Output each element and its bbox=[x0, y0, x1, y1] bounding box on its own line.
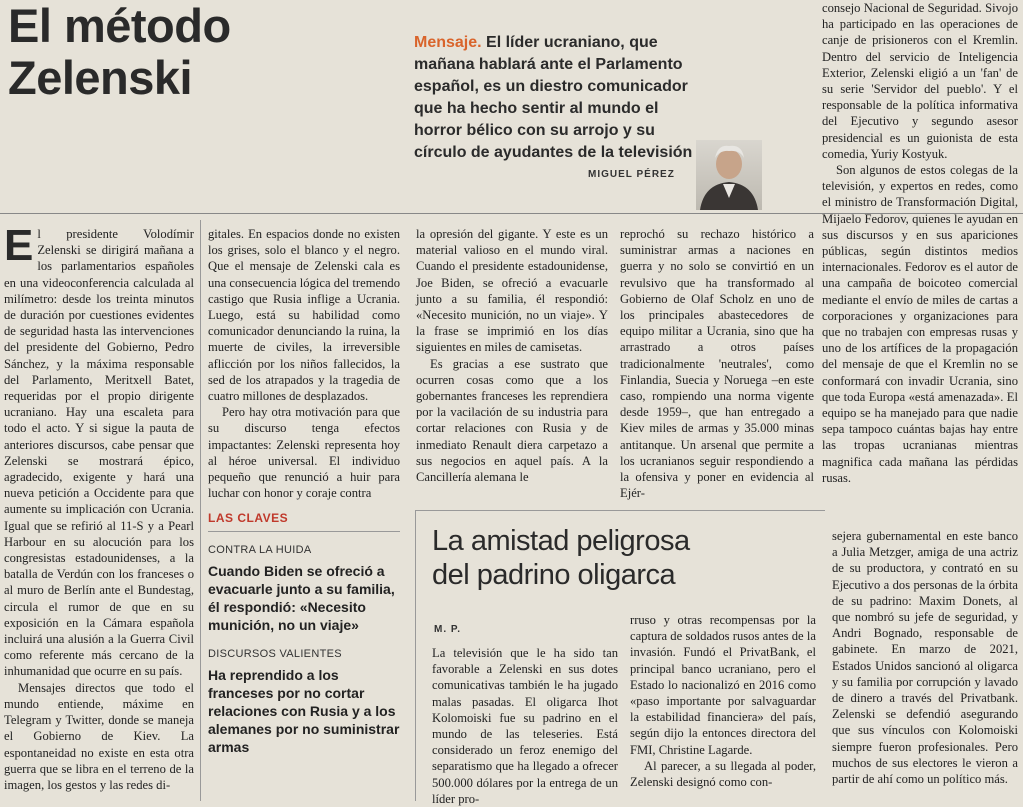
claves-box bbox=[208, 511, 400, 756]
side-col2-p1: rruso y otras recompensas por la captura de soldados rusos antes de la invasión. Fundó el PrivatBank, el principal banco ucraniano, pero el Estado lo nacionalizó en 2016 como «paso importante por salvaguardar la estabilidad financiera» del país, según dijo la entonces directora del FMI, Christine Lagarde. bbox=[630, 613, 816, 757]
side-headline-line1: La amistad peligrosa bbox=[432, 525, 690, 557]
side-box-top-rule bbox=[415, 510, 825, 511]
main-column-1 bbox=[4, 221, 194, 793]
claves-item2-text: Ha reprendido a los franceses por no cortar relaciones con Rusia y a los alemanes por no suministrar armas bbox=[208, 667, 400, 755]
side-byline: M. P. bbox=[434, 624, 462, 635]
side-col2-p2: Al parecer, a su llegada al poder, Zelenski designó como con- bbox=[630, 758, 816, 790]
column-divider bbox=[200, 220, 201, 801]
side-column-1 bbox=[432, 645, 618, 807]
dropcap: E bbox=[4, 221, 34, 270]
deck-kicker: Mensaje. bbox=[414, 34, 482, 51]
main-col3-p1: la opresión del gigante. Y este es un material valioso en el mundo viral. Cuando el presidente estadounidense, Joe Biden, se ofreció a evacuarle junto a su familia, él respondió: «Necesito munición, no un viaje». Y la frase se imprimió en los días siguientes en miles de camisetas. bbox=[416, 227, 608, 355]
claves-title: LAS CLAVES bbox=[208, 511, 289, 525]
headline-line1: El método bbox=[8, 0, 231, 52]
deck-text: El líder ucraniano, que mañana hablará ante el Parlamento español, es un diestro comunicador que ha hecho sentir al mundo el horror bélico con su arrojo y su círculo de ayudantes de la televisión bbox=[414, 34, 693, 161]
claves-item2-label: DISCURSOS VALIENTES bbox=[208, 648, 342, 660]
main-column-4 bbox=[620, 226, 814, 501]
author-portrait-icon bbox=[696, 140, 762, 210]
deck bbox=[414, 32, 704, 164]
side-col1-p1: La televisión que le ha sido tan favorable a Zelenski en sus dotes comunicativas también le ha jugado malas pasadas. El oligarca Ihot Kolomoiski fue su padrino en el mundo de las teleseries. Está considerado un feroz enemigo del separatismo que ha llegado a ofrecer 500.000 dólares por la entrega de un líder pro- bbox=[432, 646, 618, 806]
main-col4-p1: reprochó su rechazo histórico a suministrar armas a naciones en guerra y no solo se convirtió en un revulsivo que ha transformado al Gobierno de Olaf Scholz en uno de los principales abastecedores de equipo militar a Ucrania, sino que ha arrastrado a otros países tradicionalmente 'neutrales', como Finlandia, Suecia y Noruega –en este caso, rompiendo una norma vigente desde 1959–, que han entregado a Kiev miles de armas y 35.000 minas antitanque. Un arsenal que permite a los ucranianos seguir respondiendo a la ofensiva y poner en evidencia al Ejér- bbox=[620, 227, 814, 501]
side-column-2 bbox=[630, 612, 816, 790]
claves-item1-text: Cuando Biden se ofreció a evacuarle junto a su familia, él respondió: «Necesito munición, no un viaje» bbox=[208, 563, 395, 633]
headline-line2: Zelenski bbox=[8, 51, 193, 104]
side-box-left-rule bbox=[415, 510, 416, 801]
author-photo bbox=[696, 140, 762, 210]
side-col3-p1: sejera gubernamental en este banco a Julia Metzger, amiga de una actriz de su productora, y contrató en su Ejecutivo a dos personas de la órbita de su padrino: Maxim Donets, al que nombró su jefe de seguridad, y Andri Bognado, responsable de gabinete. En marzo de 2021, Estados Unidos sancionó al oligarca y su familia por corrupción y lavado de dinero a través del Privatbank. Zelenski se defendió asegurando que sus vínculos con Kolomoiski siempre fueron profesionales. Pero muchos de sus electores le vieron a partir de ahí como un político más. bbox=[832, 529, 1018, 787]
main-col2-p2: Pero hay otra motivación para que su discurso tenga efectos impactantes: Zelenski representa hoy al héroe universal. El individuo pequeño que renunció a huir para luchar con honor y coraje contra bbox=[208, 405, 400, 501]
claves-rule bbox=[208, 531, 400, 532]
main-column-5 bbox=[822, 0, 1018, 486]
main-col1-p2: Mensajes directos que todo el mundo entiende, máxime en Telegram y Twitter, donde se maneja el Gobierno de Kiev. La espontaneidad no existe en esta otra guerra que se libra en el terreno de la imagen, los gestos y las redes di- bbox=[4, 680, 194, 792]
side-headline-line2: del padrino oligarca bbox=[432, 559, 676, 591]
claves-item1-label: CONTRA LA HUIDA bbox=[208, 544, 312, 556]
main-col1-p1: l presidente Volodímir Zelenski se dirigirá mañana a los parlamentarios españoles en una videoconferencia calculada al milímetro: desde los treinta minutos de duración por cuestiones evidentes de seguridad hasta las intervenciones del presidente del Gobierno, Pedro Sánchez, y la máxima responsable del Parlamento, Meritxell Batet, requeridas por el propio dirigente ucraniano. Hay una escaleta para todo el acto. Y si sigue la pauta de anteriores discursos, cabe pensar que Zelenski se mostrará épico, agradecido, exigente y hará una nueva petición a Occidente para que aumente su implicación con Ucrania. Igual que se refirió al 11-S y a Pearl Harbour en su alocución para los congresistas estadounidenses, a la batalla de Verdún con los franceses o al muro de Berlín ante el Bundestag, circula el rumor de que en su exposición en la Cámara española incluirá una alusión a la Guerra Civil como referente más cercano de la inhumanidad que ocurre en su país. bbox=[4, 227, 194, 679]
headline bbox=[8, 0, 408, 104]
main-column-3 bbox=[416, 226, 608, 485]
main-column-2 bbox=[208, 226, 400, 501]
main-col5-p1: consejo Nacional de Seguridad. Sivojo ha participado en las operaciones de canje de prisioneros con el Kremlin. Dentro del servicio de Inteligencia Exterior, Zelenski eligió a un 'fan' de su serie 'Servidor del pueblo'. Y el responsable de la política informativa del Ejecutivo y segundo asesor presidencial es un guionista de esta comedia, Yuriy Kostyuk. bbox=[822, 1, 1018, 161]
side-headline bbox=[432, 524, 752, 592]
side-column-3 bbox=[832, 528, 1018, 787]
main-col2-p1: gitales. En espacios donde no existen los grises, solo el blanco y el negro. Que el mensaje de Zelenski cala es una consecuencia lógica del tremendo castigo que Rusia inflige a Ucrania. Luego, está su habilidad como comunicador denunciando la ruina, la muerte de civiles, la irreversible aflicción por los niños fallecidos, la sed de los atrapados y la tragedia de cuatro millones de desplazados. bbox=[208, 227, 400, 404]
main-col5-p2: Son algunos de estos colegas de la televisión, y expertos en redes, como el ministro de Transformación Digital, Mijaelo Fedorov, quienes le ayudan en sus discursos y en sus apariciones públicas, según distintos medios internacionales. Fedorov es el autor de una campaña de boicoteo comercial mediante el envío de miles de cartas a corporaciones y organizaciones para que no trabajen con empresas rusas y uno de los artífices de la propagación del mensaje de que el Kremlin no se conformará con invadir Ucrania, sino que toda Europa «está amenazada». El equipo se ha manejado para que nadie sepa tampoco cuántas bajas hay entre las tropas ucranianas mientras magnifica cada mañana las pérdidas rusas. bbox=[822, 163, 1018, 485]
main-col3-p2: Es gracias a ese sustrato que ocurren cosas como que a los gobernantes franceses les reprendiera por la vacilación de su industria para cortar relaciones con Rusia y de inmediato Renault diera carpetazo a sus negocios en aquel país. A la Cancillería alemana le bbox=[416, 356, 608, 485]
byline: MIGUEL PÉREZ bbox=[588, 169, 675, 180]
